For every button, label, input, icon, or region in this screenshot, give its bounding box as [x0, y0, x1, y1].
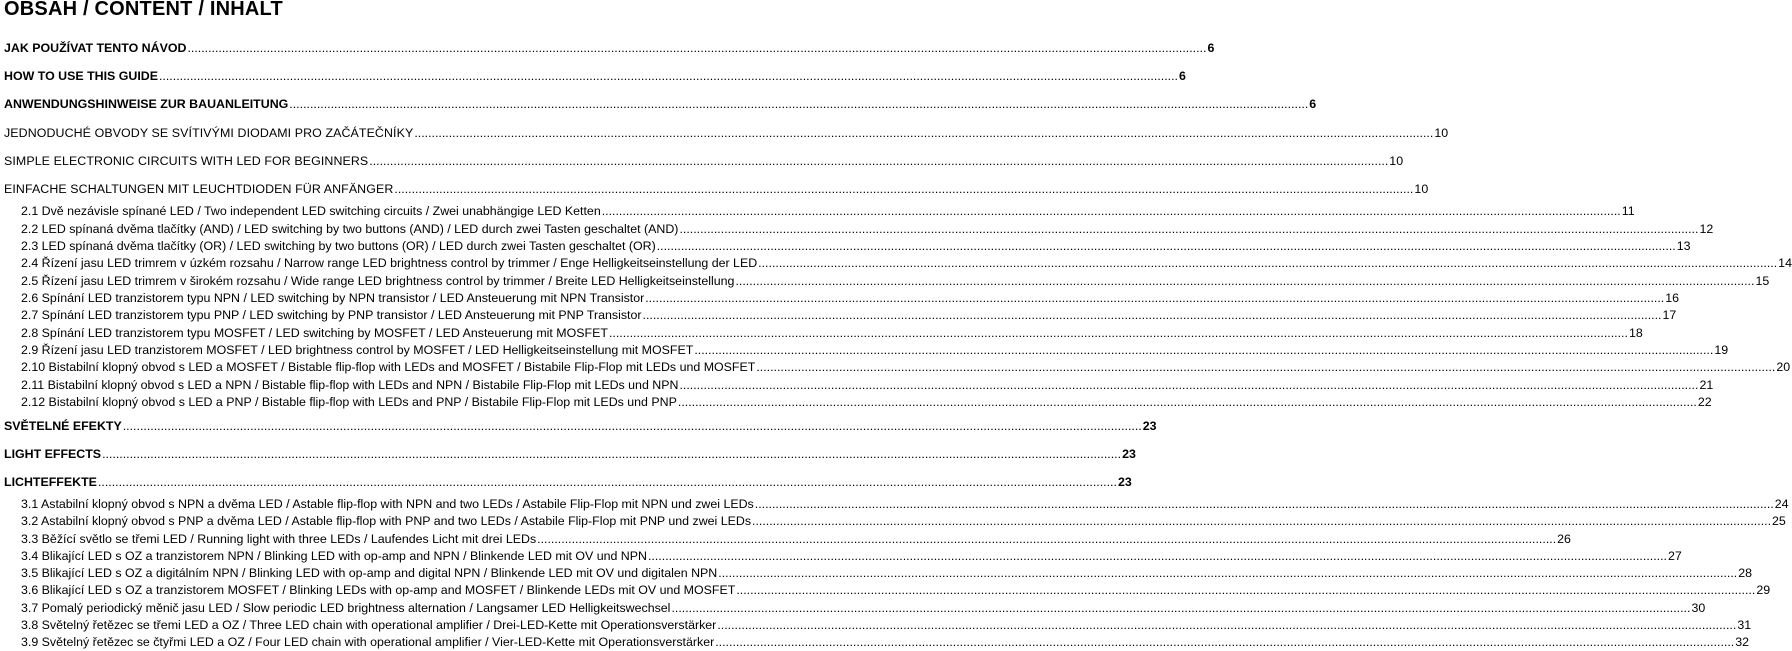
dot-leader [735, 274, 1754, 288]
toc-entry[interactable] [21, 549, 1682, 563]
toc-page-number: 31 [1737, 618, 1752, 632]
dot-leader [102, 447, 1121, 461]
toc-page-number: 28 [1738, 566, 1753, 580]
toc-entry[interactable] [21, 343, 1729, 357]
toc-entry-text: LIGHT EFFECTS [4, 447, 102, 461]
toc-entry[interactable] [21, 532, 1571, 546]
dot-leader [648, 549, 1667, 563]
toc-entry-text: 2.3 LED spínaná dvěma tlačítky (OR) / LED switching by two buttons (OR) / LED durch zwei Tasten geschaltet (OR) [21, 239, 656, 253]
toc-entry[interactable] [21, 308, 1677, 322]
dot-leader [602, 204, 1621, 218]
toc-page-number: 6 [1207, 41, 1215, 55]
dot-leader [755, 497, 1774, 511]
toc-entry-text: 2.4 Řízení jasu LED trimrem v úzkém rozsahu / Narrow range LED brightness control by trimmer / Enge Helligkeitseinstellung der LED [21, 256, 758, 270]
toc-page-number: 24 [1774, 497, 1789, 511]
dot-leader [159, 69, 1178, 83]
toc-page-number: 10 [1389, 154, 1404, 168]
toc-page-number: 32 [1735, 635, 1750, 649]
toc-entry-text: 2.8 Spínání LED tranzistorem typu MOSFET / LED switching by MOSFET / LED Ansteuerung mit MOSFET [21, 326, 608, 340]
toc-page-number: 18 [1628, 326, 1643, 340]
toc-entry-text: JEDNODUCHÉ OBVODY SE SVÍTIVÝMI DIODAMI PRO ZAČÁTEČNÍKY [4, 126, 414, 140]
toc-entry[interactable] [21, 514, 1786, 528]
toc-entry[interactable] [4, 97, 1317, 111]
toc-entry-text: 2.9 Řízení jasu LED tranzistorem MOSFET / LED brightness control by MOSFET / LED Helligkeitseinstellung mit MOSFET [21, 343, 694, 357]
toc-entry[interactable] [4, 419, 1157, 433]
toc-entry[interactable] [21, 274, 1770, 288]
dot-leader [694, 343, 1713, 357]
toc-entry[interactable] [21, 239, 1691, 253]
toc-entry[interactable] [21, 601, 1706, 615]
toc-entry[interactable] [21, 395, 1712, 409]
dot-leader [715, 635, 1734, 649]
toc-page-number: 6 [1309, 97, 1317, 111]
toc-page-number: 20 [1776, 360, 1791, 374]
toc-entry-text: HOW TO USE THIS GUIDE [4, 69, 158, 83]
toc-page-number: 25 [1772, 514, 1786, 528]
toc-entry-text: 2.5 Řízení jasu LED trimrem v širokém rozsahu / Wide range LED brightness control by trimmer / Breite LED Helligkeitseinstellung [21, 274, 735, 288]
dot-leader [187, 41, 1206, 55]
toc-entry-text: SIMPLE ELECTRONIC CIRCUITS WITH LED FOR BEGINNERS [4, 154, 369, 168]
toc-page-number: 10 [1434, 126, 1449, 140]
toc-page-number: 10 [1414, 182, 1429, 196]
dot-leader [394, 182, 1413, 196]
toc-page-number: 19 [1714, 343, 1729, 357]
toc-entry-text: 3.1 Astabilní klopný obvod s NPN a dvěma LED / Astable flip-flop with NPN and two LEDs / Astabile Flip-Flop mit NPN und zwei LEDs [21, 497, 754, 511]
dot-leader [736, 583, 1755, 597]
dot-leader [679, 222, 1698, 236]
toc-entry-text: 3.2 Astabilní klopný obvod s PNP a dvěma LED / Astable flip-flop with PNP and two LEDs / Astabile Flip-Flop mit PNP und zwei LEDs [21, 514, 752, 528]
toc-page-number: 14 [1778, 256, 1792, 270]
toc-entry-text: 3.3 Běžící světlo se třemi LED / Running light with three LEDs / Laufendes Licht mit drei LEDs [21, 532, 537, 546]
toc-entry[interactable] [4, 154, 1404, 168]
toc-entry[interactable] [21, 256, 1792, 270]
dot-leader [414, 126, 1433, 140]
toc-page-number: 23 [1122, 447, 1136, 461]
toc-entry-text: 2.10 Bistabilní klopný obvod s LED a MOSFET / Bistable flip-flop with LEDs and MOSFET / Bistabile Flip-Flop mit LEDs und MOSFET [21, 360, 756, 374]
dot-leader [645, 291, 1664, 305]
toc-entry-text: LICHTEFFEKTE [4, 475, 97, 489]
dot-leader [537, 532, 1556, 546]
dot-leader [718, 566, 1737, 580]
toc-page-number: 27 [1667, 549, 1682, 563]
toc-entry-text: EINFACHE SCHALTUNGEN MIT LEUCHTDIODEN FÜR ANFÄNGER [4, 182, 394, 196]
dot-leader [758, 256, 1777, 270]
toc-entry-text: 2.7 Spínání LED tranzistorem typu PNP / LED switching by PNP transistor / LED Ansteuerung mit PNP Transistor [21, 308, 642, 322]
toc-entry[interactable] [21, 204, 1635, 218]
toc-entry[interactable] [21, 326, 1643, 340]
dot-leader [609, 326, 1628, 340]
dot-leader [98, 475, 1117, 489]
dot-leader [123, 419, 1142, 433]
toc-page-number: 16 [1665, 291, 1680, 305]
toc-entry-text: 2.1 Dvě nezávisle spínané LED / Two independent LED switching circuits / Zwei unabhängige LED Ketten [21, 204, 601, 218]
toc-entry[interactable] [21, 566, 1753, 580]
toc-entry-text: 3.9 Světelný řetězec se čtyřmi LED a OZ / Four LED chain with operational amplifier / Vier-LED-Kette mit Operationsverstärker [21, 635, 715, 649]
dot-leader [752, 514, 1771, 528]
toc-page-number: 6 [1178, 69, 1186, 83]
toc-page-number: 21 [1699, 378, 1714, 392]
toc-entry-text: JAK POUŽÍVAT TENTO NÁVOD [4, 41, 187, 55]
toc-page-number: 23 [1117, 475, 1132, 489]
dot-leader [289, 97, 1308, 111]
toc-page-number: 11 [1621, 204, 1635, 218]
toc-entry-text: 2.11 Bistabilní klopný obvod s LED a NPN / Bistable flip-flop with LEDs and NPN / Bistabile Flip-Flop mit LEDs und NPN [21, 378, 679, 392]
toc-entry[interactable] [21, 360, 1791, 374]
toc-entry[interactable] [4, 447, 1136, 461]
toc-entry[interactable] [4, 126, 1449, 140]
toc-entry[interactable] [4, 41, 1215, 55]
toc-entry-text: 3.5 Blikající LED s OZ a digitálním NPN / Blinking LED with op-amp and digital NPN / Blinkende LED mit OV und digitalen NPN [21, 566, 718, 580]
toc-entry[interactable] [21, 222, 1714, 236]
toc-entry-text: 2.6 Spínání LED tranzistorem typu NPN / LED switching by NPN transistor / LED Ansteuerung mit NPN Transistor [21, 291, 645, 305]
toc-entry[interactable] [4, 182, 1429, 196]
toc-entry-text: ANWENDUNGSHINWEISE ZUR BAUANLEITUNG [4, 97, 289, 111]
toc-entry-text: 2.12 Bistabilní klopný obvod s LED a PNP / Bistable flip-flop with LEDs and PNP / Bistabile Flip-Flop mit LEDs und PNP [21, 395, 677, 409]
toc-entry[interactable] [21, 378, 1714, 392]
dot-leader [717, 618, 1736, 632]
toc-entry-text: 2.2 LED spínaná dvěma tlačítky (AND) / LED switching by two buttons (AND) / LED durch zwei Tasten geschaltet (AND) [21, 222, 679, 236]
toc-page-number: 12 [1699, 222, 1714, 236]
toc-entry-text: SVĚTELNÉ EFEKTY [4, 419, 122, 433]
dot-leader [679, 378, 1698, 392]
toc-page-number: 29 [1756, 583, 1771, 597]
dot-leader [756, 360, 1775, 374]
page-title: OBSAH / CONTENT / INHALT [4, 0, 283, 20]
toc-page-number: 17 [1662, 308, 1677, 322]
toc-page-number: 22 [1697, 395, 1712, 409]
toc-entry-text: 3.4 Blikající LED s OZ a tranzistorem NPN / Blinking LED with op-amp and NPN / Blinkende LED mit OV und NPN [21, 549, 647, 563]
toc-page-number: 30 [1691, 601, 1706, 615]
toc-entry-text: 3.6 Blikající LED s OZ a tranzistorem MOSFET / Blinking LEDs with op-amp and MOSFET / Blinkende LEDs mit OV und MOSFET [21, 583, 736, 597]
dot-leader [369, 154, 1388, 168]
toc-entry[interactable] [21, 583, 1771, 597]
toc-entry[interactable] [21, 291, 1680, 305]
toc-entry-text: 3.8 Světelný řetězec se třemi LED a OZ / Three LED chain with operational amplifier / Drei-LED-Kette mit Operationsverstärker [21, 618, 717, 632]
dot-leader [657, 239, 1676, 253]
dot-leader [671, 601, 1690, 615]
toc-entry[interactable] [21, 497, 1789, 511]
toc-entry[interactable] [4, 69, 1186, 83]
toc-entry[interactable] [21, 635, 1750, 649]
toc-entry-text: 3.7 Pomalý periodický měnič jasu LED / Slow periodic LED brightness alternation / Langsamer LED Helligkeitswechsel [21, 601, 671, 615]
toc-entry[interactable] [21, 618, 1752, 632]
toc-page-number: 26 [1557, 532, 1571, 546]
toc-page-number: 15 [1755, 274, 1770, 288]
toc-page-number: 13 [1676, 239, 1691, 253]
dot-leader [643, 308, 1662, 322]
toc-page-number: 23 [1142, 419, 1157, 433]
dot-leader [678, 395, 1697, 409]
toc-entry[interactable] [4, 475, 1132, 489]
